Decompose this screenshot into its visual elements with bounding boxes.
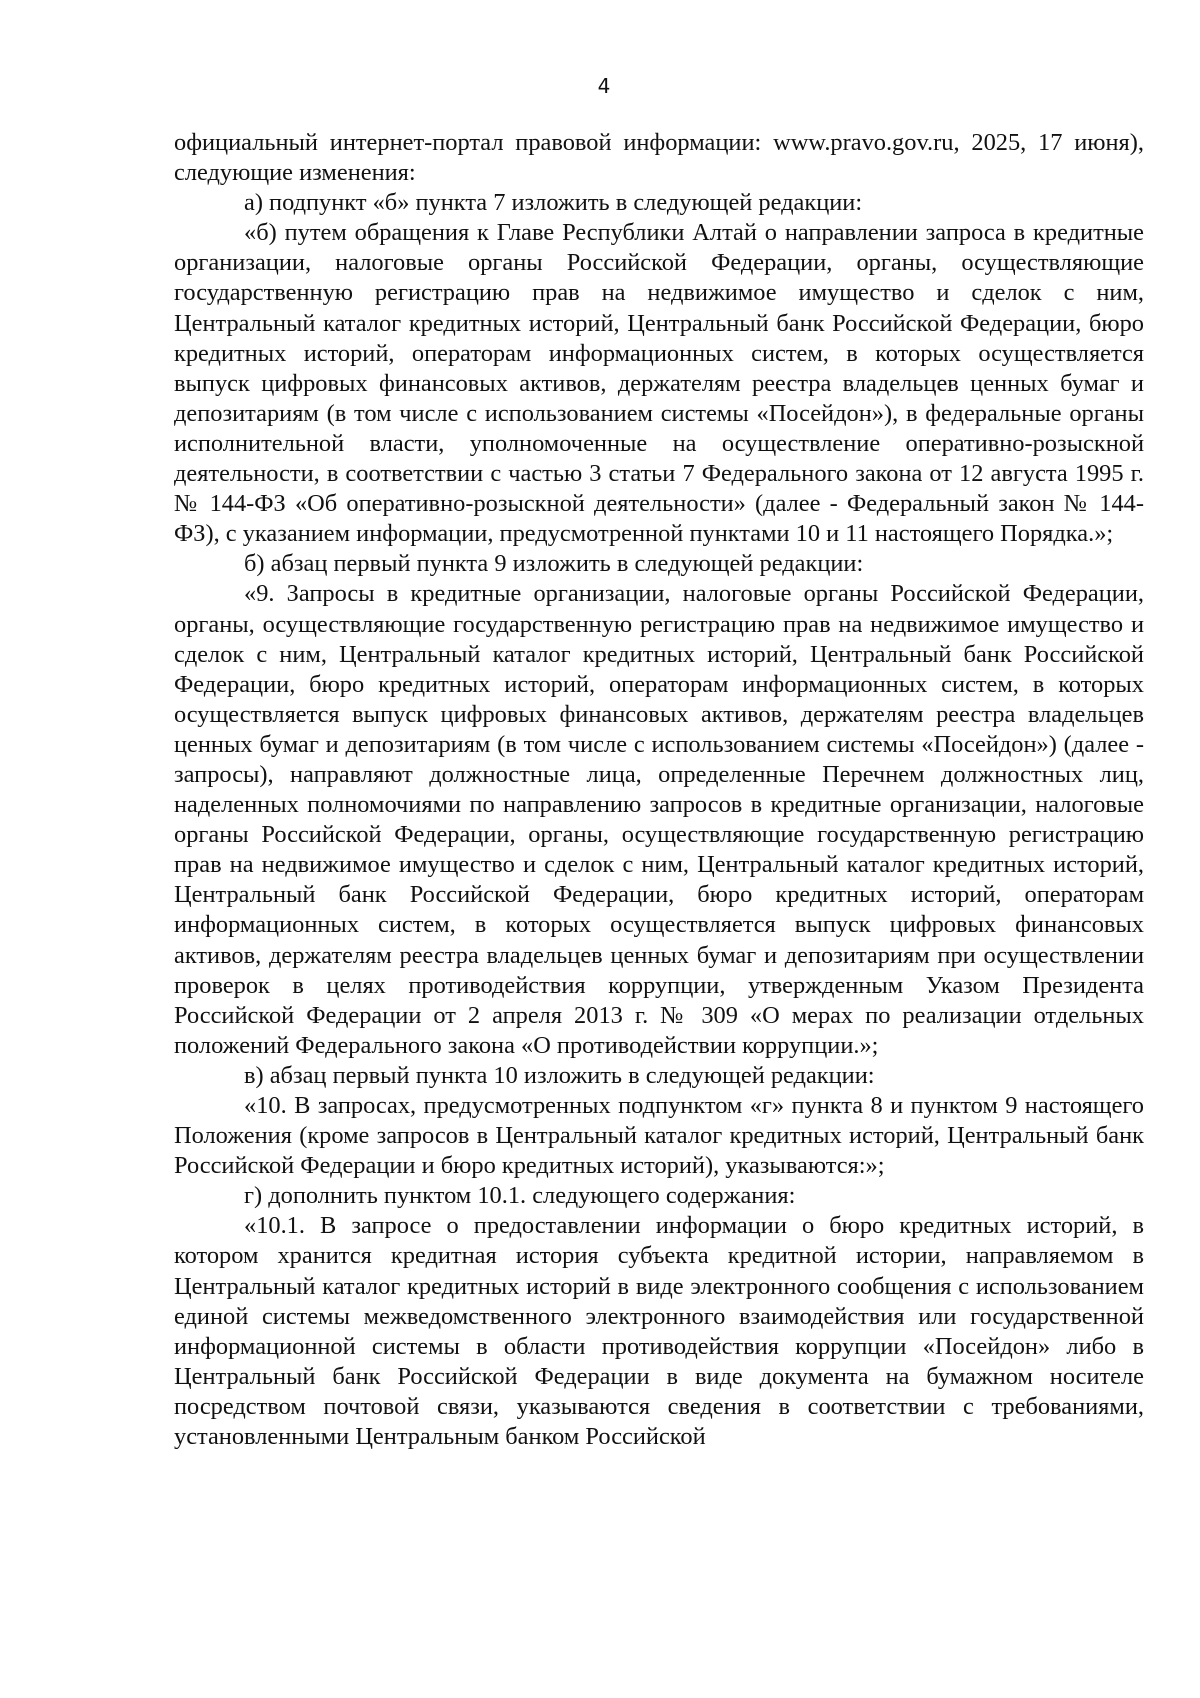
paragraph-amendment-v: в) абзац первый пункта 10 изложить в следующей редакции: [244, 1061, 875, 1089]
paragraph-amendment-a-text: «б) путем обращения к Главе Республики Алтай о направлении запроса в кредитные организации, налоговые органы Российской Федерации, органы, осуществляющие государственную регистрацию прав на недвижимое имущество и сделок с ним, Центральный каталог кредитных историй, Центральный банк Российской Федерации, бюро кредитных историй, операторам информационных систем, в которых осуществляется выпуск цифровых финансовых активов, держателям реестра владельцев ценных бумаг и депозитариям (в том числе с использованием системы «Посейдон»), в федеральные органы исполнительной власти, уполномоченные на осуществление оперативно-розыскной деятельности, в соответствии с частью 3 статьи 7 Федерального закона от 12 августа 1995 г. № 144-ФЗ «Об оперативно-розыскной деятельности» (далее - Федеральный закон № 144-ФЗ), с указанием информации, предусмотренной пунктами 10 и 11 настоящего Порядка.»; [174, 219, 1144, 548]
paragraph-amendment-g-text: «10.1. В запросе о предоставлении информации о бюро кредитных историй, в котором хранится кредитная история субъекта кредитной истории, направляемом в Центральный каталог кредитных историй в виде электронного сообщения с использованием единой системы межведомственного электронного взаимодействия или государственной информационной системы в области противодействия коррупции «Посейдон» либо в Центральный банк Российской Федерации в виде документа на бумажном носителе посредством почтовой связи, указываются сведения в соответствии с требованиями, установленными Центральным банком Российской [174, 1212, 1144, 1451]
paragraph-amendment-v-text: «10. В запросах, предусмотренных подпунктом «г» пункта 8 и пунктом 9 настоящего Положения (кроме запросов в Центральный каталог кредитных историй, Центральный банк Российской Федерации и бюро кредитных историй), указываются:»; [174, 1092, 1144, 1180]
document-body [174, 128, 1144, 1452]
paragraph-continuation: официальный интернет-портал правовой информации: www.pravo.gov.ru, 2025, 17 июня), следующие изменения: [174, 129, 1144, 187]
page-number: 4 [597, 74, 611, 98]
paragraph-amendment-b: б) абзац первый пункта 9 изложить в следующей редакции: [244, 550, 864, 578]
paragraph-amendment-g: г) дополнить пунктом 10.1. следующего содержания: [244, 1182, 796, 1210]
paragraph-amendment-b-text: «9. Запросы в кредитные организации, налоговые органы Российской Федерации, органы, осуществляющие государственную регистрацию прав на недвижимое имущество и сделок с ним, Центральный каталог кредитных историй, Центральный банк Российской Федерации, бюро кредитных историй, операторам информационных систем, в которых осуществляется выпуск цифровых финансовых активов, держателям реестра владельцев ценных бумаг и депозитариям (в том числе с использованием системы «Посейдон») (далее - запросы), направляют должностные лица, определенные Перечнем должностных лиц, наделенных полномочиями по направлению запросов в кредитные организации, налоговые органы Российской Федерации, органы, осуществляющие государственную регистрацию прав на недвижимое имущество и сделок с ним, Центральный каталог кредитных историй, Центральный банк Российской Федерации, бюро кредитных историй, операторам информационных систем, в которых осуществляется выпуск цифровых финансовых активов, держателям реестра владельцев ценных бумаг и депозитариям при осуществлении проверок в целях противодействия коррупции, утвержденным Указом Президента Российской Федерации от 2 апреля 2013 г. № 309 «О мерах по реализации отдельных положений Федерального закона «О противодействии коррупции.»; [174, 580, 1144, 1059]
paragraph-amendment-a: а) подпункт «б» пункта 7 изложить в следующей редакции: [244, 189, 863, 217]
